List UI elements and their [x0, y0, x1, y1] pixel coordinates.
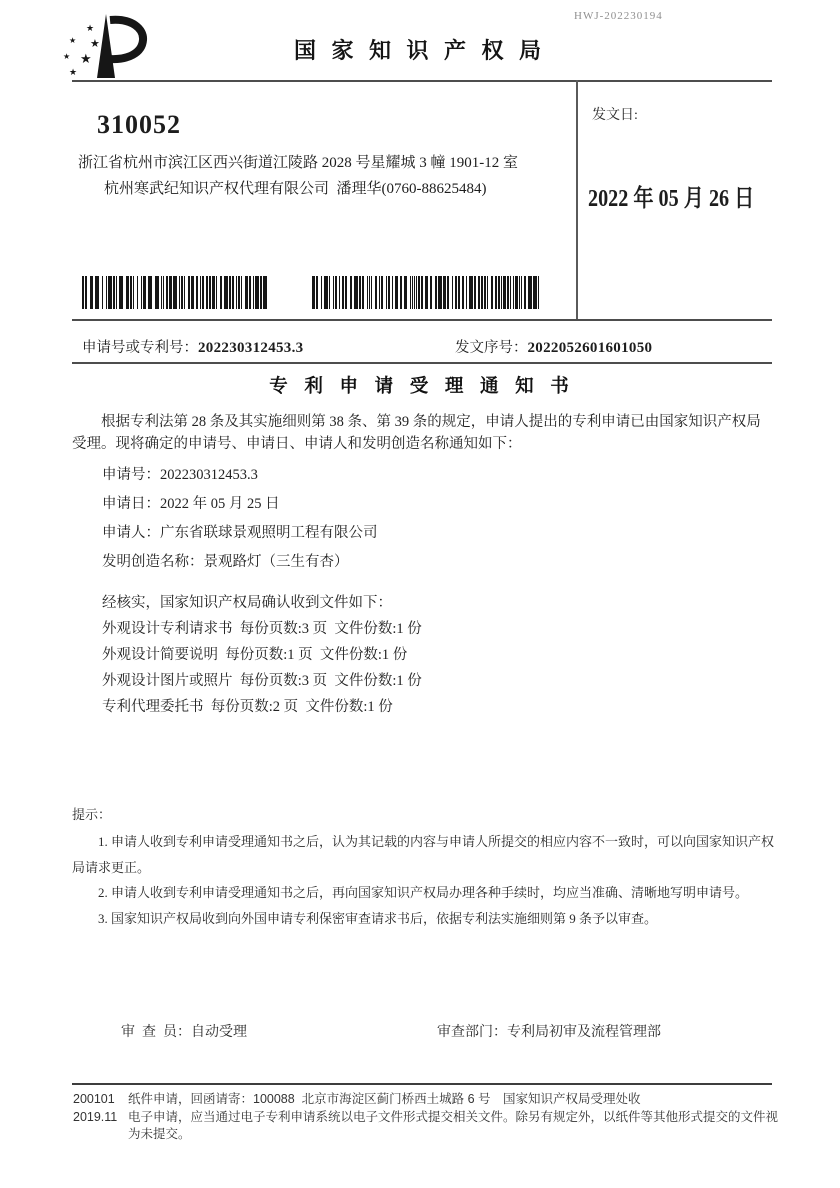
examiner-value: 自动受理 [191, 1025, 247, 1040]
footer-row-electronic [73, 1109, 779, 1144]
detail-applicant: 申请人：广东省联球景观照明工程有限公司 [102, 525, 378, 541]
svg-text:★: ★ [69, 67, 78, 77]
svg-text:★: ★ [69, 36, 77, 45]
notice-body [72, 372, 772, 720]
issue-date-value: 2022 年 05 月 26 日 [588, 186, 755, 212]
serial-number-field [455, 336, 652, 357]
received-file-item: 外观设计图片或照片 每份页数:3 页 文件份数:1 份 [102, 673, 422, 689]
barcode-right [312, 276, 542, 309]
svg-text:★: ★ [90, 38, 100, 50]
barcode-left [82, 276, 270, 309]
detail-application-number: 申请号：202230312453.3 [102, 467, 258, 483]
application-number-value: 202230312453.3 [198, 340, 304, 356]
serial-number-value: 2022052601601050 [527, 340, 653, 356]
application-number-label: 申请号或专利号： [82, 340, 198, 356]
footer-notes [73, 1091, 779, 1144]
detail-invention-name: 发明创造名称：景观路灯（三生有杏） [102, 554, 349, 570]
department-value: 专利局初审及流程管理部 [507, 1025, 661, 1040]
footer-text: 纸件申请，回函请寄：100088 北京市海淀区蓟门桥西土城路 6 号 国家知识产权局受理处收 [128, 1092, 641, 1106]
agency-title: 国 家 知 识 产 权 局 [293, 38, 546, 63]
address-line-1: 浙江省杭州市滨江区西兴街道江陵路 2028 号星耀城 3 幢 1901-12 室 [78, 155, 518, 171]
tip-item-1: 1. 申请人收到专利申请受理通知书之后，认为其记载的内容与申请人所提交的相应内容不一致时，可以向国家知识产权局请求更正。 [72, 834, 775, 875]
tip-item-2: 2. 申请人收到专利申请受理通知书之后，再向国家知识产权局办理各种手续时，均应当准确、清晰地写明申请号。 [98, 885, 749, 900]
received-intro: 经核实，国家知识产权局确认收到文件如下： [102, 595, 392, 611]
notice-paragraph: 根据专利法第 28 条及其实施细则第 38 条、第 39 条的规定，申请人提出的专利申请已由国家知识产权局受理。现将确定的申请号、申请日、申请人和发明创造名称通知如下： [72, 414, 761, 452]
notice-title: 专 利 申 请 受 理 通 知 书 [269, 377, 575, 397]
received-file-item: 外观设计专利请求书 每份页数:3 页 文件份数:1 份 [102, 621, 422, 637]
received-file-item: 专利代理委托书 每份页数:2 页 文件份数:1 份 [102, 699, 393, 715]
detail-application-date: 申请日：2022 年 05 月 25 日 [102, 496, 280, 512]
svg-text:★: ★ [80, 51, 92, 66]
serial-number-label: 发文序号： [455, 340, 528, 356]
footer-text: 电子申请，应当通过电子专利申请系统以电子文件形式提交相关文件。除另有规定外，以纸件等其他形式提交的文件视为未提交。 [128, 1109, 779, 1141]
address-line-2: 杭州寒武纪知识产权代理有限公司 潘理华(0760-88625484) [104, 181, 487, 197]
svg-text:★: ★ [86, 23, 95, 33]
tips-section [72, 804, 780, 931]
application-details [72, 461, 772, 577]
examiner-label: 审 查 员： [121, 1025, 191, 1040]
header-vertical-divider [576, 80, 578, 320]
footer-divider [72, 1083, 772, 1085]
svg-text:★: ★ [63, 52, 71, 61]
issue-date-label: 发文日: [592, 108, 638, 123]
application-number-field [82, 336, 303, 357]
examiner-field [121, 1021, 247, 1041]
department-label: 审查部门： [437, 1025, 507, 1040]
received-file-item: 外观设计简要说明 每份页数:1 页 文件份数:1 份 [102, 647, 408, 663]
footer-code: 200101 [73, 1092, 115, 1106]
tips-label: 提示： [72, 807, 112, 822]
barcode-divider [72, 319, 772, 321]
footer-row-paper [73, 1091, 779, 1109]
postal-code: 310052 [97, 110, 181, 139]
received-files-section [72, 590, 772, 720]
department-field [437, 1021, 661, 1041]
reference-number: HWJ-202230194 [574, 10, 663, 22]
header-divider [72, 80, 772, 82]
footer-code: 2019.11 [73, 1109, 118, 1124]
title-divider [72, 362, 772, 364]
tip-item-3: 3. 国家知识产权局收到向外国申请专利保密审查请求书后，依据专利法实施细则第 9 条予以审查。 [98, 910, 658, 926]
